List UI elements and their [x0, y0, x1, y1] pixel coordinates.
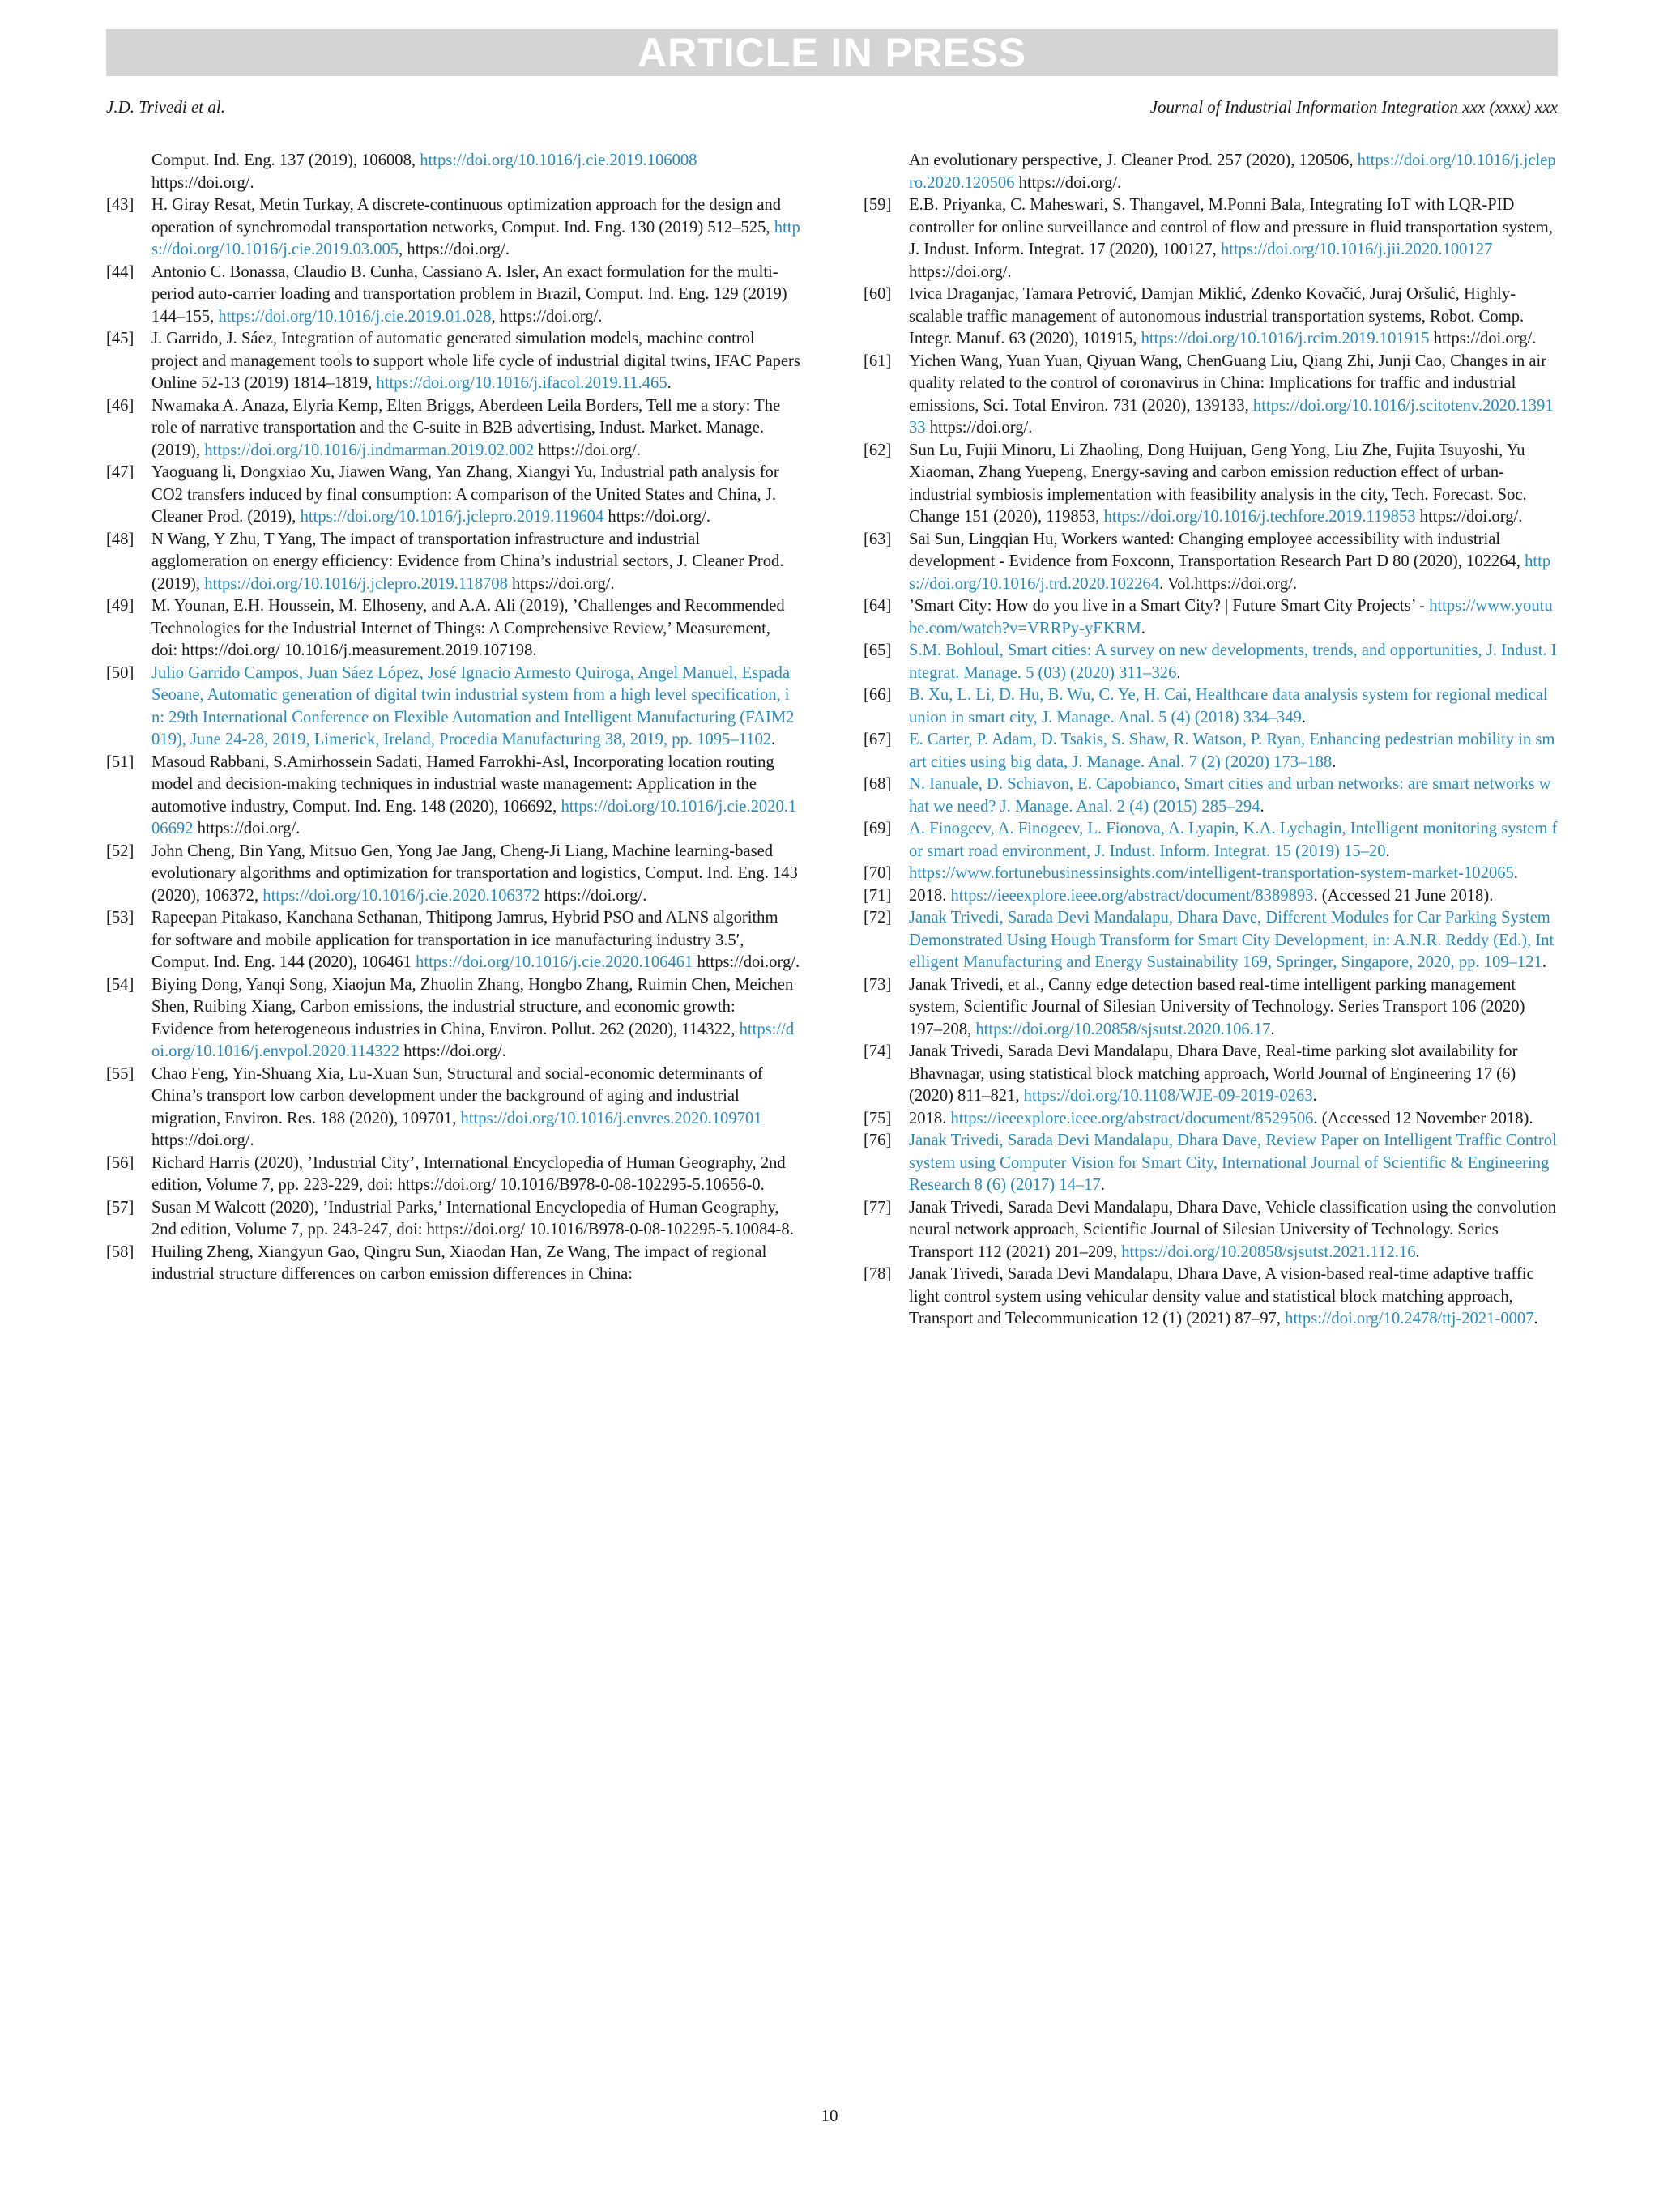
reference-text: [151, 909, 800, 971]
reference-number: [73]: [864, 975, 892, 994]
reference-link[interactable]: https://doi.org/10.1016/j.jclepro.2020.120506: [909, 151, 1556, 192]
reference-text-segment: Janak Trivedi, Sarada Devi Mandalapu, Dhara Dave, A vision-based real-time adaptive traffic light control system using vehicular density value and statistical block matching approach, Transport and Telecommunication 12 (1) (2021) 87–97,: [909, 1265, 1534, 1328]
reference-text-segment: Ivica Draganjac, Tamara Petrović, Damjan Miklić, Zdenko Kovačić, Juraj Oršulić, Highly-scalable traffic management of autonomous industrial transportation systems, Robot. Comp. Integr. Manuf. 63 (2020), 101915,: [909, 285, 1525, 347]
reference-link[interactable]: https://doi.org/10.1016/j.cie.2019.03.005: [151, 218, 800, 258]
reference-link[interactable]: https://ieeexplore.ieee.org/abstract/document/8389893: [950, 886, 1314, 905]
reference-text: [909, 775, 1551, 816]
reference-entry: [106, 462, 800, 529]
reference-text: [151, 1199, 794, 1239]
reference-text-segment: .: [1513, 864, 1518, 882]
reference-text: [151, 597, 785, 659]
reference-text: [909, 151, 1556, 192]
reference-entry: [864, 440, 1558, 529]
reference-number: [46]: [106, 396, 134, 415]
reference-text-segment: Susan M Walcott (2020), ’Industrial Parks,’ International Encyclopedia of Human Geography, 2nd edition, Volume 7, pp. 243-247, doi: https://doi.org/ 10.1016/B978-0-08-102295-5.10084-8.: [151, 1198, 794, 1238]
reference-number: [57]: [106, 1198, 134, 1217]
reference-link[interactable]: https://doi.org/10.1016/j.jclepro.2019.118708: [204, 574, 508, 593]
reference-entry: [864, 529, 1558, 596]
reference-text-segment: H. Giray Resat, Metin Turkay, A discrete-continuous optimization approach for the design and operation of synchromodal transportation networks, Comput. Ind. Eng. 130 (2019) 512–525,: [151, 196, 782, 237]
reference-link[interactable]: https://doi.org/10.1016/j.trd.2020.102264: [909, 552, 1551, 593]
reference-number: [60]: [864, 285, 892, 303]
article-in-press-banner: ARTICLE IN PRESS: [106, 29, 1558, 76]
reference-entry: [864, 1108, 1558, 1131]
reference-number: [43]: [106, 196, 134, 214]
reference-text-segment: https://doi.org/.: [693, 953, 800, 971]
reference-text-segment: https://doi.org/.: [151, 173, 254, 192]
reference-text: [151, 1065, 763, 1150]
reference-text-segment: https://doi.org/.: [399, 1042, 506, 1060]
reference-entry: [106, 1153, 800, 1197]
reference-text-segment: .: [667, 374, 672, 392]
reference-link[interactable]: https://ieeexplore.ieee.org/abstract/document/8529506: [950, 1109, 1314, 1127]
reference-text-segment: Yaoguang li, Dongxiao Xu, Jiawen Wang, Yan Zhang, Xiangyi Yu, Industrial path analysis for CO2 transfers induced by final consumption: A comparison of the United States and China, J. Cleaner Prod. (2019),: [151, 463, 779, 526]
reference-text-segment: M. Younan, E.H. Houssein, M. Elhoseny, and A.A. Ali (2019), ’Challenges and Recommended Technologies for the Industrial Internet of Things: A Comprehensive Review,’ Measurement, doi: https://doi.org/ 10.1016/j.measurement.2019.107198.: [151, 597, 785, 659]
reference-link[interactable]: https://www.youtube.com/watch?v=VRRPy-yEKRM: [909, 597, 1553, 637]
reference-link[interactable]: https://doi.org/10.1016/j.cie.2020.106461: [416, 953, 693, 971]
reference-number: [78]: [864, 1265, 892, 1283]
reference-text-segment: ’Smart City: How do you live in a Smart City? | Future Smart City Projects’ -: [909, 597, 1430, 615]
reference-entry: [864, 1041, 1558, 1108]
reference-link[interactable]: https://doi.org/10.20858/sjsutst.2021.112.16: [1121, 1242, 1416, 1261]
reference-entry: [864, 283, 1558, 351]
reference-number: [76]: [864, 1132, 892, 1149]
reference-entry: [106, 663, 800, 752]
reference-text: [909, 686, 1548, 727]
reference-text-segment: https://doi.org/.: [539, 886, 647, 905]
reference-entry: [106, 194, 800, 262]
reference-text-segment: https://doi.org/.: [1429, 330, 1537, 347]
running-head: [106, 97, 1558, 121]
reference-link[interactable]: https://doi.org/10.1016/j.scitotenv.2020.139133: [909, 396, 1554, 437]
reference-link[interactable]: https://www.fortunebusinessinsights.com/intelligent-transportation-system-market-102065: [909, 864, 1514, 882]
reference-number: [51]: [106, 752, 134, 771]
reference-text-segment: .: [1270, 1020, 1275, 1038]
reference-entry: [106, 262, 800, 329]
reference-text-segment: Rapeepan Pitakaso, Kanchana Sethanan, Thitipong Jamrus, Hybrid PSO and ALNS algorithm for software and mobile application for transportation in ice manufacturing industry 3.5′, Comput. Ind. Eng. 144 (2020), 106461: [151, 909, 778, 971]
reference-text-segment: Richard Harris (2020), ’Industrial City’, International Encyclopedia of Human Geography, 2nd edition, Volume 7, pp. 223-229, doi: https://doi.org/ 10.1016/B978-0-08-102295-5.10656-0.: [151, 1153, 786, 1194]
reference-text-segment: Yichen Wang, Yuan Yuan, Qiyuan Wang, ChenGuang Liu, Qiang Zhi, Junji Cao, Changes in air quality related to the control of coronavirus in China: Implications for traffic and industrial emissions, Sci. Total Environ. 731 (2020), 139133,: [909, 352, 1547, 415]
reference-link[interactable]: https://doi.org/10.1016/j.cie.2019.106008: [420, 151, 697, 169]
reference-entry: [106, 974, 800, 1063]
reference-text: [151, 263, 787, 326]
reference-text: [151, 330, 800, 392]
reference-text-segment: https://doi.org/.: [193, 820, 301, 837]
reference-text: [909, 285, 1536, 347]
reference-text-segment: .: [1301, 708, 1306, 727]
reference-text: [909, 976, 1525, 1038]
reference-number: [47]: [106, 463, 134, 481]
reference-continuation: [864, 150, 1558, 194]
reference-entry: [106, 1197, 800, 1242]
reference-text: [909, 887, 1493, 905]
reference-text: [909, 641, 1557, 682]
reference-text-segment: https://doi.org/.: [909, 262, 1012, 281]
reference-number: [61]: [864, 352, 892, 370]
reference-text: [909, 1132, 1557, 1194]
reference-entry: [106, 529, 800, 596]
reference-text-segment: Janak Trivedi, Sarada Devi Mandalapu, Dhara Dave, Real-time parking slot availability for Bhavnagar, using statistical block matching approach, World Journal of Engineering 17 (6) (2020) 811–821,: [909, 1042, 1518, 1105]
reference-number: [71]: [864, 886, 892, 905]
reference-entry: [106, 395, 800, 462]
reference-text: [151, 196, 800, 258]
reference-text-segment: Sai Sun, Lingqian Hu, Workers wanted: Changing employee accessibility with industrial development - Evidence from Foxconn, Transportation Research Part D 80 (2020), 102264,: [909, 530, 1525, 570]
reference-text-segment: Biying Dong, Yanqi Song, Xiaojun Ma, Zhuolin Zhang, Hongbo Zhang, Ruimin Chen, Meichen Shen, Ruibing Xiang, Carbon emissions, the industrial structure, and economic growth: Evidence from heterogeneous industries in China, Environ. Pollut. 262 (2020), 114322,: [151, 975, 794, 1038]
reference-text-segment: https://doi.org/.: [507, 574, 615, 593]
reference-number: [55]: [106, 1064, 134, 1083]
reference-text: [909, 531, 1550, 593]
reference-text-segment: .: [1260, 797, 1265, 816]
reference-entry: [864, 907, 1558, 974]
references-right-column: [864, 150, 1558, 1331]
reference-number: [62]: [864, 441, 892, 459]
reference-link[interactable]: A. Finogeev, A. Finogeev, L. Fionova, A. Lyapin, K.A. Lychagin, Intelligent monitoring system for smart road environment, J. Indust. Inform. Integrat. 15 (2019) 15–20: [909, 820, 1558, 860]
reference-link[interactable]: E. Carter, P. Adam, D. Tsakis, S. Shaw, R. Watson, P. Ryan, Enhancing pedestrian mobility in smart cities using big data, J. Manage. Anal. 7 (2) (2020) 173–188: [909, 731, 1555, 771]
reference-text-segment: E.B. Priyanka, C. Maheswari, S. Thangavel, M.Ponni Bala, Integrating IoT with LQR-PID controller for online surveillance and control of flow and pressure in fluid transportation system, J. Indust. Inform. Integrat. 17 (2020), 100127,: [909, 196, 1553, 258]
reference-entry: [106, 907, 800, 974]
reference-number: [64]: [864, 597, 892, 615]
reference-text-segment: https://doi.org/.: [603, 508, 711, 526]
reference-text-segment: .: [1312, 1087, 1317, 1105]
reference-entry: [864, 863, 1558, 885]
reference-number: [49]: [106, 597, 134, 615]
references-left-column: [106, 150, 800, 1286]
reference-entry: [864, 1130, 1558, 1197]
reference-number: [63]: [864, 530, 892, 548]
reference-text-segment: .: [1100, 1176, 1105, 1194]
reference-link[interactable]: https://doi.org/10.1016/j.ifacol.2019.11.465: [376, 374, 667, 392]
reference-entry: [864, 818, 1558, 863]
reference-text: [151, 1243, 766, 1284]
reference-text-segment: .: [1385, 842, 1390, 860]
reference-text: [909, 441, 1527, 526]
reference-text-segment: . (Accessed 12 November 2018).: [1313, 1109, 1533, 1127]
reference-link[interactable]: https://doi.org/10.1016/j.jclepro.2019.119604: [300, 508, 604, 526]
reference-entry: [864, 729, 1558, 774]
reference-link[interactable]: Janak Trivedi, Sarada Devi Mandalapu, Dhara Dave, Different Modules for Car Parking System Demonstrated Using Hough Transform for Smart City Development, in: A.N.R. Reddy (Ed.), Intelligent Manufacturing and Energy Sustainability 169, Springer, Singapore, 2020, pp. 109–121: [909, 909, 1555, 971]
reference-number: [44]: [106, 262, 134, 281]
reference-entry: [864, 194, 1558, 283]
reference-entry: [106, 1063, 800, 1153]
reference-text-segment: https://doi.org/.: [1014, 173, 1122, 192]
reference-text: [151, 753, 796, 838]
reference-entry: [864, 774, 1558, 818]
reference-link[interactable]: https://doi.org/10.1108/WJE-09-2019-0263: [1023, 1087, 1313, 1105]
reference-link[interactable]: Julio Garrido Campos, Juan Sáez López, José Ignacio Armesto Quiroga, Angel Manuel, Espada Seoane, Automatic generation of digital twin industrial system from a high level specification, in: 29th International Conference on Flexible Automation and Intelligent Manufacturing (FAIM2019), June 24-28, 2019, Limerick, Ireland, Procedia Manufacturing 38, 2019, pp. 1095–1102: [151, 663, 795, 748]
reference-entry: [864, 684, 1558, 729]
reference-number: [48]: [106, 530, 134, 548]
reference-text-segment: Janak Trivedi, Sarada Devi Mandalapu, Dhara Dave, Vehicle classification using the convolution neural network approach, Scientific Journal of Silesian University of Technology. Series Transport 112 (2021) 201–209,: [909, 1198, 1557, 1261]
reference-number: [66]: [864, 686, 892, 704]
reference-number: [50]: [106, 663, 134, 682]
reference-text-segment: Nwamaka A. Anaza, Elyria Kemp, Elten Briggs, Aberdeen Leila Borders, Tell me a story: The role of narrative transportation and the C-suite in B2B advertising, Indust. Market. Manage. (2019),: [151, 396, 781, 459]
reference-number: [59]: [864, 196, 892, 214]
reference-text: [909, 864, 1518, 882]
reference-entry: [864, 595, 1558, 640]
reference-text: [909, 1199, 1556, 1261]
reference-text-segment: https://doi.org/.: [534, 441, 641, 459]
reference-entry: [864, 885, 1558, 908]
reference-number: [56]: [106, 1153, 134, 1172]
reference-text: [909, 352, 1554, 437]
reference-text-segment: Chao Feng, Yin-Shuang Xia, Lu-Xuan Sun, Structural and social-economic determinants of China’s transport low carbon development under the background of aging and industrial migration, Environ. Res. 188 (2020), 109701,: [151, 1064, 763, 1127]
reference-text-segment: .: [771, 731, 776, 748]
reference-text-segment: Huiling Zheng, Xiangyun Gao, Qingru Sun, Xiaodan Han, Ze Wang, The impact of regional industrial structure differences on carbon emission differences in China:: [151, 1242, 767, 1283]
reference-entry: [864, 1197, 1558, 1264]
reference-link[interactable]: https://doi.org/10.1016/j.envpol.2020.114322: [151, 1020, 795, 1060]
reference-text-segment: N Wang, Y Zhu, T Yang, The impact of transportation infrastructure and industrial agglomeration on energy efficiency: Evidence from China’s industrial sectors, J. Cleaner Prod. (2019),: [151, 530, 784, 593]
reference-text-segment: An evolutionary perspective, J. Cleaner Prod. 257 (2020), 120506,: [909, 151, 1358, 169]
reference-link[interactable]: N. Ianuale, D. Schiavon, E. Capobianco, Smart cities and urban networks: are smart networks what we need? J. Manage. Anal. 2 (4) (2015) 285–294: [909, 775, 1551, 816]
reference-text-segment: .: [1176, 663, 1181, 682]
reference-text-segment: , https://doi.org/.: [399, 241, 510, 258]
reference-link[interactable]: B. Xu, L. Li, D. Hu, B. Wu, C. Ye, H. Cai, Healthcare data analysis system for regional medical union in smart city, J. Manage. Anal. 5 (4) (2018) 334–349: [909, 686, 1548, 727]
running-head-journal: Journal of Industrial Information Integration xxx (xxxx) xxx: [1149, 97, 1558, 117]
reference-text: [151, 151, 697, 192]
reference-number: [53]: [106, 909, 134, 927]
reference-number: [67]: [864, 731, 892, 748]
reference-text-segment: Janak Trivedi, et al., Canny edge detection based real-time intelligent parking management system, Scientific Journal of Silesian University of Technology. Series Transport 106 (2020) 197–208,: [909, 975, 1525, 1038]
reference-entry: [106, 752, 800, 841]
reference-text-segment: Antonio C. Bonassa, Claudio B. Cunha, Cassiano A. Isler, An exact formulation for the multi-period auto-carrier loading and transportation problem in Brazil, Comput. Ind. Eng. 129 (2019) 144–155,: [151, 262, 787, 326]
reference-text: [909, 597, 1553, 637]
reference-text-segment: https://doi.org/.: [151, 1132, 254, 1149]
reference-text-segment: Sun Lu, Fujii Minoru, Li Zhaoling, Dong Huijuan, Geng Yong, Liu Zhe, Fujita Tsuyoshi, Yu Xiaoman, Zhang Yuepeng, Energy-saving and carbon emission reduction effect of urban-industrial symbiosis implementation with feasibility analysis in the city, Tech. Forecast. Soc. Change 151 (2020), 119853,: [909, 441, 1527, 526]
reference-entry: [106, 328, 800, 395]
reference-number: [45]: [106, 330, 134, 347]
reference-number: [72]: [864, 909, 892, 927]
reference-entry: [106, 595, 800, 663]
reference-text: [151, 531, 783, 593]
reference-link[interactable]: https://doi.org/10.1016/j.envres.2020.109701: [460, 1109, 762, 1127]
reference-number: [65]: [864, 641, 892, 659]
reference-text: [151, 842, 798, 905]
reference-link[interactable]: https://doi.org/10.1016/j.rcim.2019.101915: [1141, 330, 1430, 347]
reference-text-segment: 2018.: [909, 1109, 951, 1127]
reference-link[interactable]: https://doi.org/10.2478/ttj-2021-0007: [1285, 1310, 1534, 1328]
page-number: 10: [821, 2106, 838, 2125]
reference-text: [909, 1042, 1517, 1105]
reference-continuation: [106, 150, 800, 194]
reference-link[interactable]: https://doi.org/10.1016/j.techfore.2019.119853: [1103, 508, 1416, 526]
reference-number: [52]: [106, 842, 134, 860]
reference-number: [74]: [864, 1042, 892, 1060]
reference-text: [151, 397, 780, 459]
reference-number: [77]: [864, 1198, 892, 1217]
reference-link[interactable]: https://doi.org/10.20858/sjsutst.2020.106.17: [975, 1020, 1271, 1038]
reference-number: [58]: [106, 1242, 134, 1261]
reference-text: [909, 820, 1557, 860]
reference-text-segment: https://doi.org/.: [1415, 508, 1523, 526]
reference-text: [909, 196, 1553, 281]
reference-number: [69]: [864, 820, 892, 837]
reference-link[interactable]: S.M. Bohloul, Smart cities: A survey on new developments, trends, and opportunities, J. Indust. Integrat. Manage. 5 (03) (2020) 311–326: [909, 641, 1557, 682]
running-head-authors: J.D. Trivedi et al.: [106, 97, 225, 117]
reference-link[interactable]: https://doi.org/10.1016/j.cie.2020.106372: [262, 886, 540, 905]
reference-text: [151, 664, 794, 749]
reference-text-segment: .: [1332, 752, 1337, 771]
reference-text-segment: .: [1533, 1310, 1538, 1328]
reference-text-segment: , https://doi.org/.: [491, 307, 603, 326]
reference-number: [54]: [106, 975, 134, 994]
reference-entry: [106, 1242, 800, 1286]
reference-link[interactable]: Janak Trivedi, Sarada Devi Mandalapu, Dhara Dave, Review Paper on Intelligent Traffic Control system using Computer Vision for Smart City, International Journal of Scientific & Engineering Research 8 (6) (2017) 14–17: [909, 1132, 1557, 1194]
reference-entry: [864, 640, 1558, 684]
reference-text-segment: John Cheng, Bin Yang, Mitsuo Gen, Yong Jae Jang, Cheng-Ji Liang, Machine learning-based evolutionary algorithms and optimization for transportation and logistics, Comput. Ind. Eng. 143 (2020), 106372,: [151, 842, 798, 905]
reference-text: [909, 1265, 1538, 1328]
reference-text: [909, 909, 1554, 971]
reference-text-segment: .: [1141, 619, 1145, 637]
reference-number: [70]: [864, 864, 892, 882]
reference-text-segment: Comput. Ind. Eng. 137 (2019), 106008,: [151, 151, 420, 169]
reference-text: [909, 731, 1555, 771]
reference-text-segment: . (Accessed 21 June 2018).: [1313, 886, 1494, 905]
reference-entry: [864, 1264, 1558, 1331]
reference-text-segment: . Vol.https://doi.org/.: [1159, 574, 1298, 593]
reference-text: [151, 976, 794, 1061]
reference-entry: [106, 841, 800, 908]
reference-link[interactable]: https://doi.org/10.1016/j.cie.2020.106692: [151, 797, 797, 837]
reference-entry: [864, 974, 1558, 1042]
reference-text: [151, 463, 779, 526]
reference-text-segment: .: [1415, 1242, 1420, 1261]
reference-text-segment: https://doi.org/.: [925, 419, 1033, 437]
reference-number: [75]: [864, 1109, 892, 1127]
reference-text-segment: .: [1542, 953, 1546, 971]
reference-link[interactable]: https://doi.org/10.1016/j.jii.2020.100127: [1220, 241, 1493, 258]
reference-text: [151, 1154, 786, 1195]
reference-link[interactable]: https://doi.org/10.1016/j.cie.2019.01.028: [218, 307, 492, 326]
reference-text-segment: J. Garrido, J. Sáez, Integration of automatic generated simulation models, machine control project and management tools to support whole life cycle of industrial digital twins, IFAC Papers Online 52-13 (2019) 1814–1819,: [151, 330, 800, 392]
reference-link[interactable]: https://doi.org/10.1016/j.indmarman.2019.02.002: [204, 441, 535, 459]
reference-text-segment: 2018.: [909, 886, 951, 905]
reference-text-segment: Masoud Rabbani, S.Amirhossein Sadati, Hamed Farrokhi-Asl, Incorporating location routing model and decision-making techniques in industrial waste management: Application in the automotive industry, Comput. Ind. Eng. 148 (2020), 106692,: [151, 752, 774, 816]
reference-entry: [864, 351, 1558, 440]
reference-text: [909, 1110, 1533, 1127]
reference-number: [68]: [864, 775, 892, 793]
